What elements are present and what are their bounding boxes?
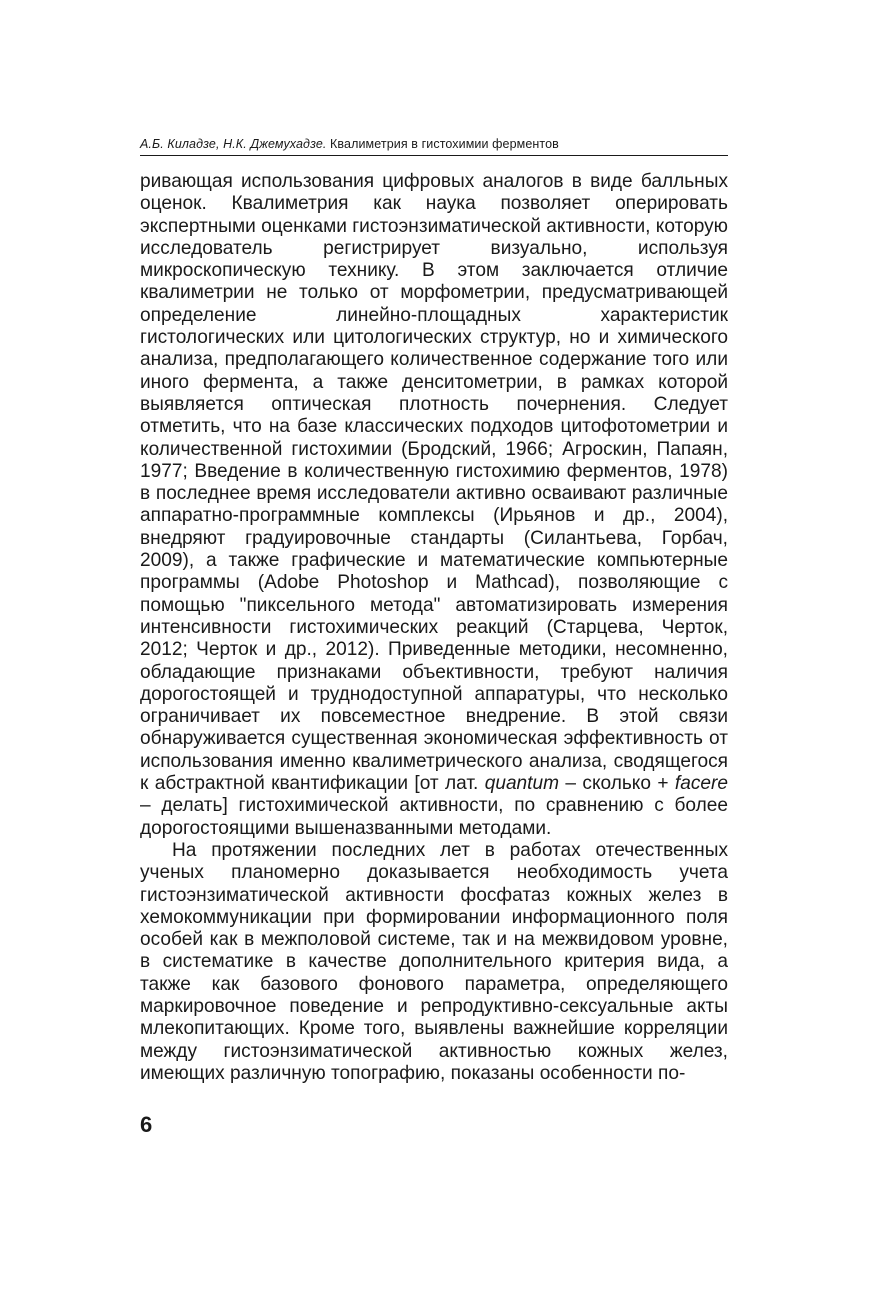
running-header (140, 136, 728, 152)
paragraph-1-text-after: – делать] гистохимической активности, по сравнению с более дорогостоящими вышеназванными методами. (140, 795, 728, 839)
paragraph-2: На протяжении последних лет в работах отечественных ученых планомерно доказывается необходимость учета гистоэнзиматической активности фосфатаз кожных желез в хемокоммуникации при формировании информационного поля особей как в межполовой системе, так и на межвидовом уровне, в систематике в качестве дополнительного критерия вида, а также как базового фонового параметра, определяющего маркировочное поведение и репродуктивно-сексуальные акты млекопитающих. Кроме того, выявлены важнейшие корреляции между гистоэнзиматической активностью кожных желез, имеющих различную топографию, показаны особенности по- (140, 839, 728, 1084)
header-authors: А.Б. Киладзе, Н.К. Джемухадзе. (140, 137, 327, 151)
latin-term-facere: facere (674, 773, 728, 795)
latin-term-quantum: quantum (484, 773, 560, 795)
page-number: 6 (140, 1112, 153, 1137)
header-book-title: Квалиметрия в гистохимии ферментов (330, 137, 559, 151)
paragraph-1-text-before: ривающая использования цифровых аналогов в виде балльных оценок. Квалиметрия как наука позволяет оперировать экспертными оценками гистоэнзиматической активности, которую исследователь регистрирует визуально, используя микроскопическую технику. В этом заключается отличие квалиметрии не только от морфометрии, предусматривающей определение линейно-площадных характеристик гистологических или цитологических структур, но и химического анализа, предполагающего количественное содержание того или иного фермента, а также денситометрии, в рамках которой выявляется оптическая плотность почернения. Следует отметить, что на базе классических подходов цитофотометрии и количественной гистохимии (Бродский, 1966; Агроскин, Папаян, 1977; Введение в количественную гистохимию ферментов, 1978) в последнее время исследователи активно осваивают различные аппаратно-программные комплексы (Ирьянов и др., 2004), внедряют градуировочные стандарты (Силантьева, Горбач, 2009), а также графические и математические компьютерные программы (Adobe Photoshop и Mathcad), позволяющие с помощью "пиксельного метода" автоматизировать измерения интенсивности гистохимических реакций (Старцева, Черток, 2012; Черток и др., 2012). Приведенные методики, несомненно, обладающие признаками объективности, требуют наличия дорогостоящей и труднодоступной аппаратуры, что несколько ограничивает их повсеместное внедрение. В этой связи обнаруживается существенная экономическая эффективность от использования именно квалиметрического анализа, сводящегося к абстрактной квантификации [от лат. (140, 171, 728, 795)
paragraph-1-text-mid: – сколько + (559, 773, 675, 795)
paragraph-1 (140, 171, 728, 840)
body-text (140, 171, 728, 1085)
header-rule (140, 155, 728, 156)
